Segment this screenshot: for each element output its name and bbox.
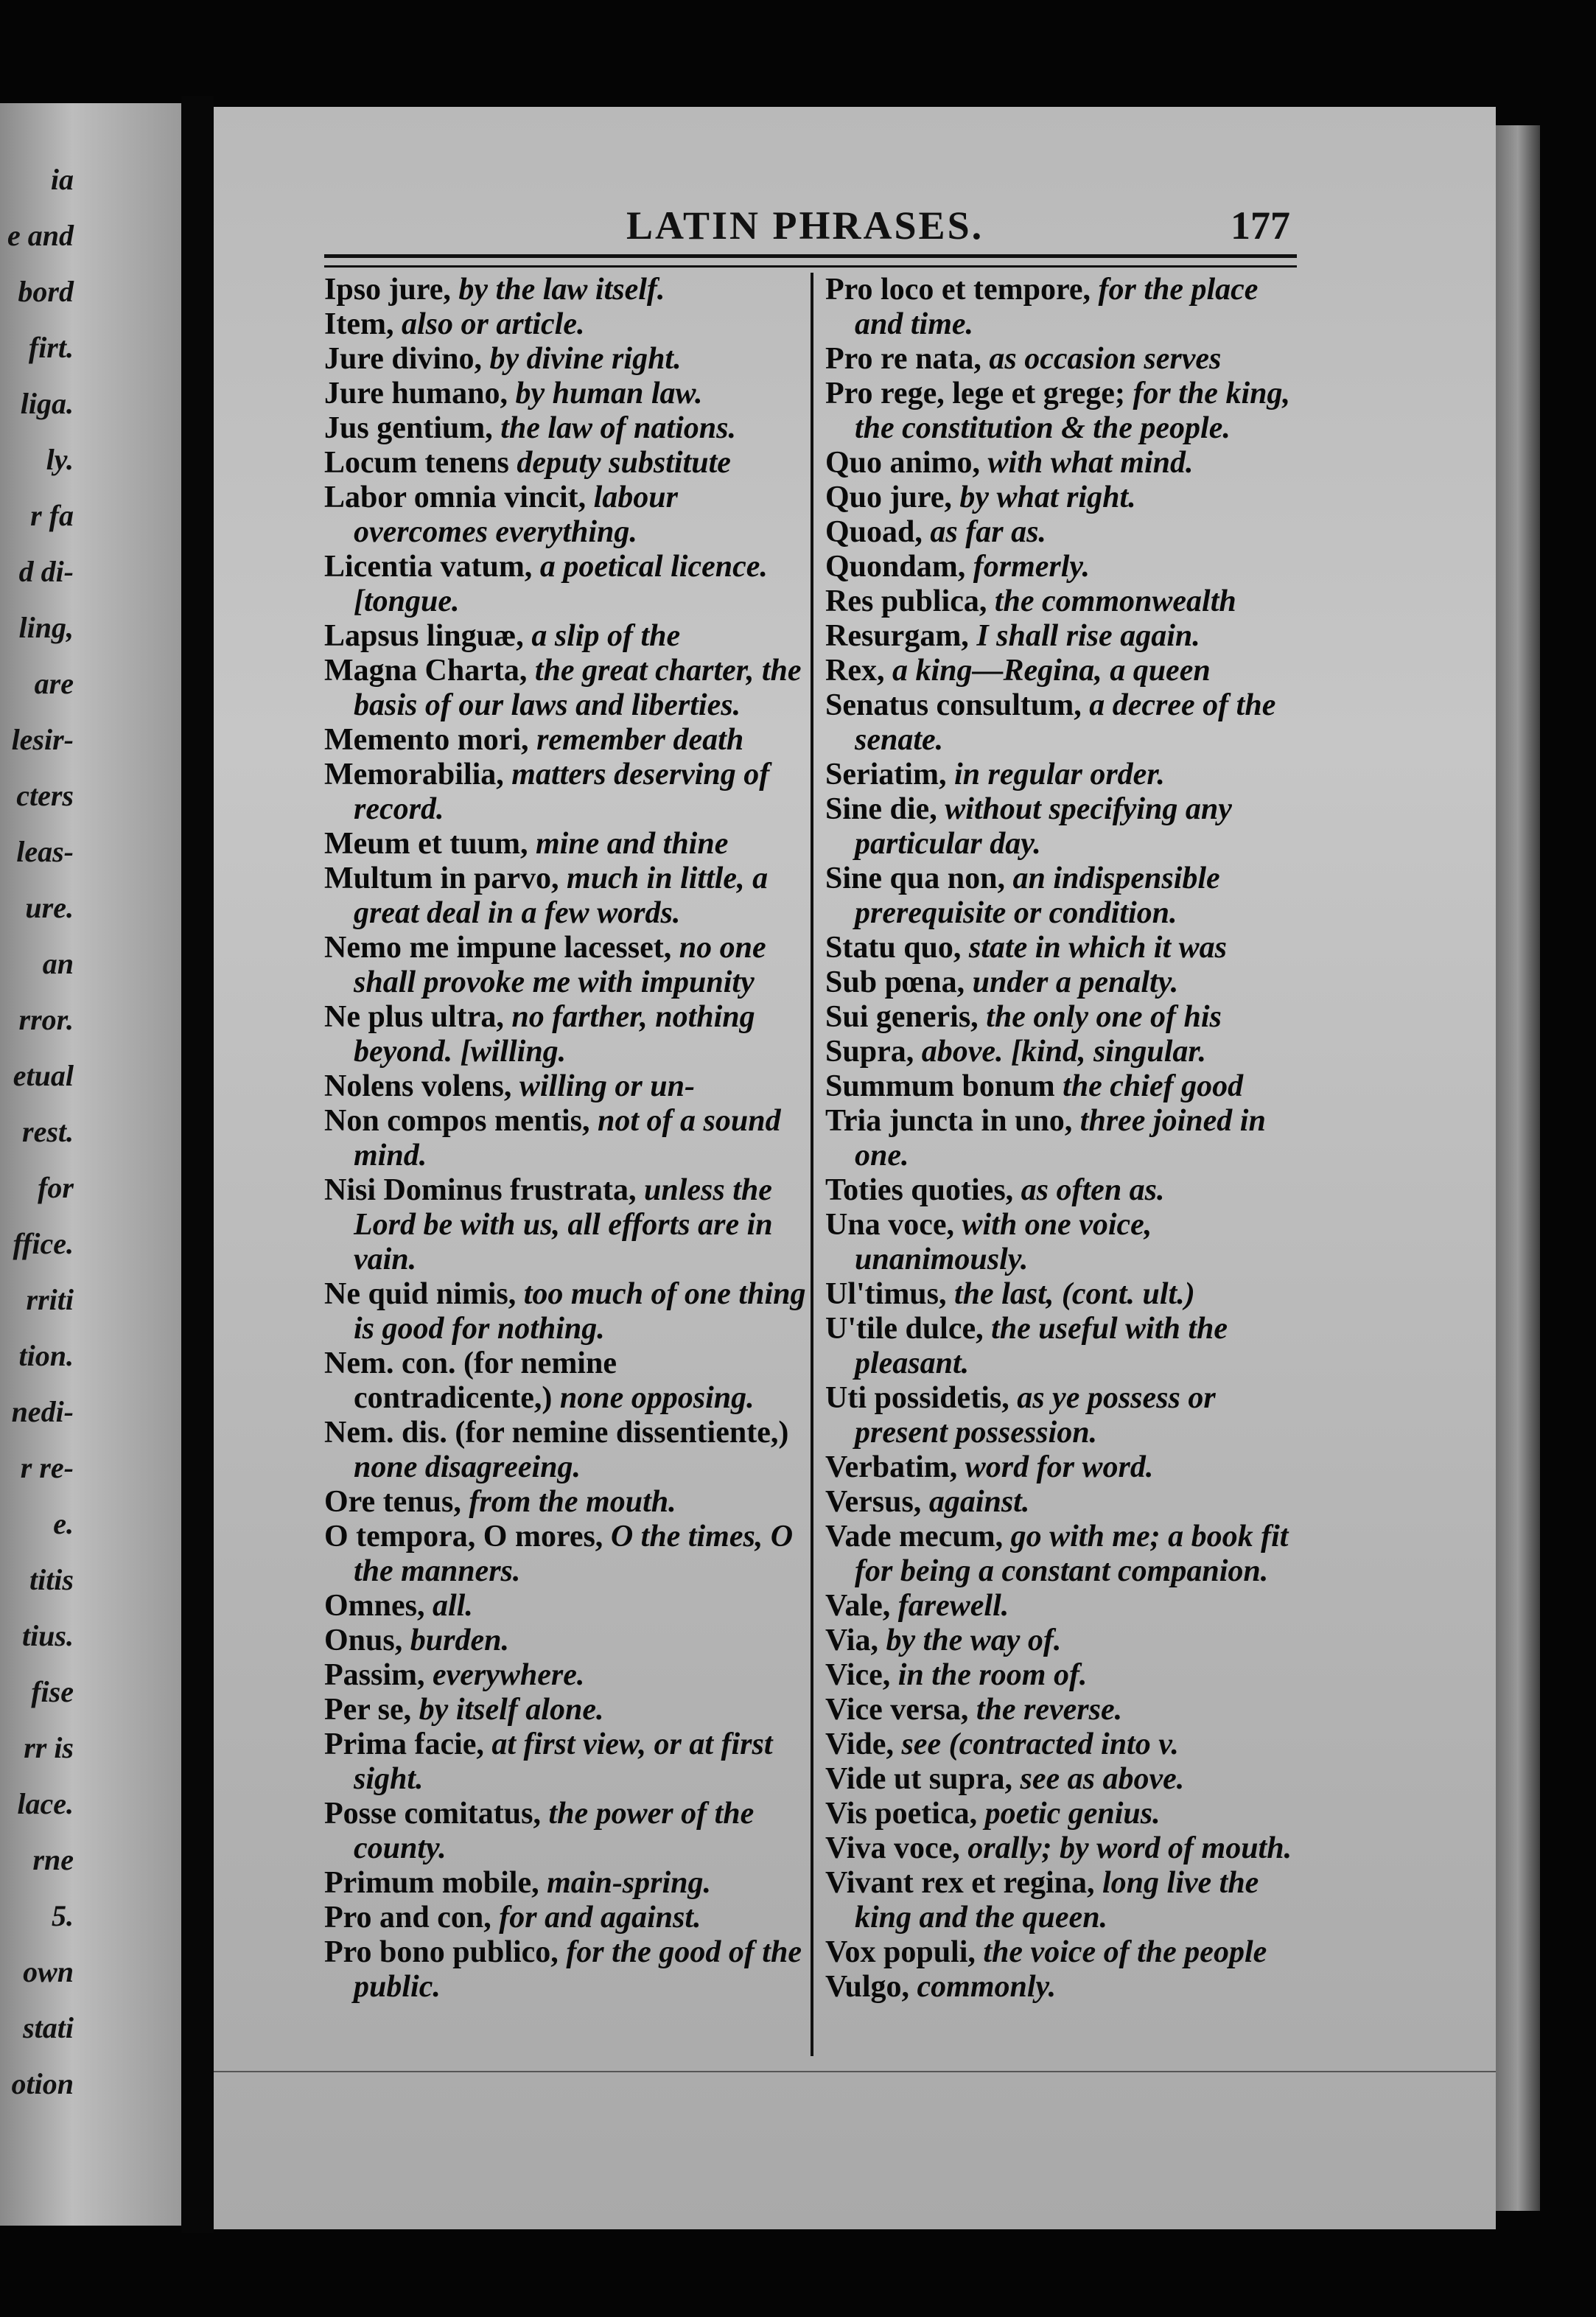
phrase-definition: I shall rise again. xyxy=(976,619,1200,653)
phrase-term: Una voce, xyxy=(825,1208,962,1242)
phrase-entry xyxy=(324,654,811,723)
phrase-term: Vivant rex et regina, xyxy=(825,1866,1102,1900)
margin-fragment: otion xyxy=(11,2067,74,2100)
phrase-entry xyxy=(825,1797,1312,1831)
phrase-term: Omnes, xyxy=(324,1589,433,1623)
phrase-term: Versus, xyxy=(825,1485,929,1519)
phrase-entry xyxy=(324,1000,811,1069)
phrase-definition: the useful with the pleasant. xyxy=(855,1312,1228,1380)
phrase-term: Magna Charta, xyxy=(324,654,535,688)
phrase-entry xyxy=(324,342,811,377)
phrase-term: Sine die, xyxy=(825,792,945,826)
phrase-entry xyxy=(324,1935,811,2005)
phrase-definition: as often as. xyxy=(1021,1173,1165,1207)
phrase-definition: an indispensible prerequisite or condition. xyxy=(855,862,1220,930)
phrase-definition: long live the king and the queen. xyxy=(855,1866,1259,1935)
phrase-definition: commonly. xyxy=(917,1970,1057,2004)
phrase-term: Viva voce, xyxy=(825,1831,968,1865)
phrase-entry xyxy=(825,619,1312,654)
phrase-term: Vide ut supra, xyxy=(825,1762,1021,1796)
margin-fragment: rror. xyxy=(18,1003,74,1036)
phrase-term: Senatus consultum, xyxy=(825,688,1090,722)
phrase-definition: none opposing. xyxy=(559,1381,755,1415)
phrase-definition: the power of the county. xyxy=(354,1797,755,1865)
phrase-term: Per se, xyxy=(324,1693,419,1727)
phrase-term: Pro loco et tempore, xyxy=(825,273,1099,307)
phrase-term: Nisi Dominus frustrata, xyxy=(324,1173,645,1207)
phrase-entry xyxy=(825,688,1312,758)
phrase-entry xyxy=(825,1935,1312,1970)
phrase-entry xyxy=(825,862,1312,931)
phrase-term: Non compos mentis, xyxy=(324,1104,598,1138)
phrase-term: Jus gentium, xyxy=(324,411,501,445)
phrase-entry xyxy=(825,1970,1312,2005)
phrase-definition: no farther, nothing beyond. [willing. xyxy=(354,1000,755,1069)
phrase-definition: see (contracted into v. xyxy=(901,1727,1179,1761)
phrase-entry xyxy=(324,273,811,307)
phrase-definition: a decree of the senate. xyxy=(855,688,1276,757)
margin-fragment: tion. xyxy=(18,1339,74,1372)
phrase-definition: state in which it was xyxy=(968,931,1227,965)
phrase-entry xyxy=(324,619,811,654)
phrase-term: Onus, xyxy=(324,1624,410,1657)
phrase-term: Quo jure, xyxy=(825,480,960,514)
phrase-definition: by the way of. xyxy=(886,1624,1062,1657)
phrase-term: Multum in parvo, xyxy=(324,862,567,895)
phrase-entry xyxy=(324,1485,811,1520)
phrase-entry xyxy=(825,1831,1312,1866)
phrase-term: Rex, xyxy=(825,654,892,688)
phrase-definition: by the law itself. xyxy=(458,273,665,307)
margin-fragment: rr is xyxy=(24,1731,74,1764)
phrase-definition: formerly. xyxy=(973,550,1090,584)
phrase-definition: matters deserving of record. xyxy=(354,758,770,826)
phrase-definition: without specifying any particular day. xyxy=(855,792,1232,861)
margin-fragment: bord xyxy=(18,275,74,308)
phrase-definition: for and against. xyxy=(499,1901,701,1935)
phrase-entry xyxy=(825,1624,1312,1658)
phrase-definition: the reverse. xyxy=(976,1693,1123,1727)
phrase-definition: from the mouth. xyxy=(469,1485,676,1519)
phrase-entry xyxy=(825,1693,1312,1727)
phrase-definition: for the place and time. xyxy=(855,273,1259,341)
page-edge xyxy=(1496,125,1540,2211)
phrase-definition: a poetical licence. [tongue. xyxy=(354,550,768,618)
phrase-term: Ul'timus, xyxy=(825,1277,955,1311)
phrase-term: Resurgam, xyxy=(825,619,977,653)
phrase-definition: all. xyxy=(433,1589,473,1623)
phrase-definition: labour overcomes everything. xyxy=(354,480,678,549)
phrase-term: Nolens volens, xyxy=(324,1069,519,1103)
phrase-definition: no one shall provoke me with impunity xyxy=(354,931,766,999)
phrase-definition: orally; by word of mouth. xyxy=(967,1831,1292,1865)
phrase-term: Locum tenens xyxy=(324,446,517,480)
phrase-definition: also or article. xyxy=(401,307,585,341)
phrase-entry xyxy=(825,550,1312,584)
phrase-entry xyxy=(825,1727,1312,1762)
phrase-definition: for the king, the constitution & the people. xyxy=(855,377,1290,445)
phrase-definition: the chief good xyxy=(1063,1069,1244,1103)
phrase-entry xyxy=(825,273,1312,342)
phrase-entry xyxy=(324,1658,811,1693)
phrase-definition: not of a sound mind. xyxy=(354,1104,781,1173)
phrase-term: Memento mori, xyxy=(324,723,537,757)
margin-fragment: fise xyxy=(31,1675,74,1708)
phrase-definition: as ye possess or present possession. xyxy=(855,1381,1216,1450)
phrase-entry xyxy=(825,1035,1312,1069)
phrase-entry xyxy=(825,1589,1312,1624)
phrase-definition: by divine right. xyxy=(489,342,682,376)
phrase-definition: see as above. xyxy=(1020,1762,1185,1796)
phrase-definition: farewell. xyxy=(897,1589,1009,1623)
phrase-entry xyxy=(825,758,1312,792)
margin-fragment: nedi- xyxy=(11,1395,74,1428)
phrase-entry xyxy=(324,411,811,446)
phrase-entry xyxy=(825,515,1312,550)
phrase-term: Quondam, xyxy=(825,550,973,584)
phrase-entry xyxy=(825,1277,1312,1312)
phrase-term: Sub pœna, xyxy=(825,965,973,999)
margin-fragment: ure. xyxy=(25,891,74,924)
phrase-term: Ne plus ultra, xyxy=(324,1000,512,1034)
right-column xyxy=(825,273,1312,2005)
phrase-entry xyxy=(324,1797,811,1866)
phrase-entry xyxy=(825,1866,1312,1935)
margin-fragment: ia xyxy=(50,163,74,196)
phrase-term: Toties quoties, xyxy=(825,1173,1021,1207)
phrase-definition: deputy substitute xyxy=(517,446,731,480)
phrase-term: Sui generis, xyxy=(825,1000,987,1034)
margin-fragment: own xyxy=(23,1955,74,1988)
phrase-entry xyxy=(324,1346,811,1416)
phrase-term: Supra, xyxy=(825,1035,922,1069)
phrase-entry xyxy=(825,654,1312,688)
margin-fragment: titis xyxy=(29,1563,74,1596)
column-divider xyxy=(811,273,813,2056)
phrase-definition: by itself alone. xyxy=(419,1693,604,1727)
phrase-term: Primum mobile, xyxy=(324,1866,547,1900)
phrase-entry xyxy=(324,377,811,411)
bottom-rule xyxy=(214,2071,1496,2072)
phrase-entry xyxy=(324,931,811,1000)
phrase-entry xyxy=(825,965,1312,1000)
phrase-definition: mine and thine xyxy=(535,827,729,861)
margin-fragment: rriti xyxy=(26,1283,74,1316)
phrase-definition: with what mind. xyxy=(987,446,1194,480)
phrase-definition: against. xyxy=(928,1485,1030,1519)
phrase-entry xyxy=(825,792,1312,862)
phrase-entry xyxy=(825,1000,1312,1035)
phrase-definition: poetic genius. xyxy=(984,1797,1161,1831)
phrase-entry xyxy=(324,758,811,827)
phrase-entry xyxy=(825,377,1312,446)
phrase-definition: a slip of the xyxy=(531,619,681,653)
phrase-term: Vice, xyxy=(825,1658,898,1692)
phrase-entry xyxy=(324,1901,811,1935)
margin-fragment: ffice. xyxy=(13,1227,74,1260)
phrase-definition: in regular order. xyxy=(953,758,1165,791)
phrase-term: Pro re nata, xyxy=(825,342,990,376)
phrase-entry xyxy=(825,342,1312,377)
phrase-term: Ore tenus, xyxy=(324,1485,469,1519)
phrase-definition: O the times, O the manners. xyxy=(354,1520,794,1588)
phrase-entry xyxy=(324,1589,811,1624)
phrase-definition: the voice of the people xyxy=(983,1935,1267,1969)
phrase-definition: too much of one thing is good for nothing. xyxy=(354,1277,806,1346)
margin-fragment: lesir- xyxy=(11,723,74,756)
phrase-term: Tria juncta in uno, xyxy=(825,1104,1080,1138)
phrase-definition: under a penalty. xyxy=(972,965,1179,999)
phrase-entry xyxy=(324,307,811,342)
phrase-definition: word for word. xyxy=(965,1450,1154,1484)
margin-fragment: lace. xyxy=(17,1787,74,1820)
phrase-term: Labor omnia vincit, xyxy=(324,480,594,514)
phrase-definition: three joined in one. xyxy=(855,1104,1266,1173)
margin-fragment: are xyxy=(34,667,74,700)
phrase-term: Lapsus linguæ, xyxy=(324,619,532,653)
phrase-entry xyxy=(825,584,1312,619)
phrase-term: Quo animo, xyxy=(825,446,988,480)
page-header xyxy=(214,203,1496,254)
margin-fragment: cters xyxy=(16,779,74,812)
phrase-term: Vale, xyxy=(825,1589,898,1623)
phrase-definition: the only one of his xyxy=(986,1000,1222,1034)
phrase-definition: at first view, or at first sight. xyxy=(354,1727,773,1796)
phrase-definition: as occasion serves xyxy=(989,342,1222,376)
phrase-definition: much in little, a great deal in a few words. xyxy=(354,862,769,930)
margin-fragment: ling, xyxy=(18,611,74,644)
phrase-term: Jure humano, xyxy=(324,377,516,410)
phrase-definition: burden. xyxy=(410,1624,509,1657)
margin-fragment: e. xyxy=(53,1507,74,1540)
phrase-entry xyxy=(825,931,1312,965)
phrase-term: Vice versa, xyxy=(825,1693,976,1727)
phrase-term: Pro bono publico, xyxy=(324,1935,567,1969)
phrase-term: Posse comitatus, xyxy=(324,1797,549,1831)
margin-fragment: leas- xyxy=(16,835,74,868)
margin-fragment: for xyxy=(38,1171,74,1204)
phrase-term: Item, xyxy=(324,307,402,341)
header-rule xyxy=(324,254,1297,268)
phrase-term: U'tile dulce, xyxy=(825,1312,992,1346)
phrase-term: Jure divino, xyxy=(324,342,490,376)
phrase-definition: none disagreeing. xyxy=(354,1450,581,1484)
phrase-term: Uti possidetis, xyxy=(825,1381,1018,1415)
phrase-term: Sine qua non, xyxy=(825,862,1013,895)
phrase-definition: the law of nations. xyxy=(500,411,736,445)
margin-fragment: r fa xyxy=(30,499,74,532)
margin-fragment: rest. xyxy=(22,1115,74,1148)
phrase-entry xyxy=(825,1485,1312,1520)
margin-fragment: 5. xyxy=(52,1899,74,1932)
phrase-entry xyxy=(324,827,811,862)
margin-fragment: e and xyxy=(7,219,74,252)
phrase-definition: with one voice, unanimously. xyxy=(855,1208,1152,1276)
phrase-term: Quoad, xyxy=(825,515,931,549)
margin-fragment: firt. xyxy=(28,331,74,364)
phrase-entry xyxy=(825,1312,1312,1381)
phrase-definition: by what right. xyxy=(959,480,1136,514)
phrase-entry xyxy=(324,1277,811,1346)
phrase-entry xyxy=(825,1450,1312,1485)
phrase-definition: the commonwealth xyxy=(994,584,1236,618)
phrase-term: Verbatim, xyxy=(825,1450,965,1484)
phrase-entry xyxy=(324,446,811,480)
phrase-term: Vis poetica, xyxy=(825,1797,985,1831)
phrase-entry xyxy=(825,480,1312,515)
margin-fragment: d di- xyxy=(18,555,74,588)
margin-fragment: an xyxy=(42,947,74,980)
phrase-entry xyxy=(324,1173,811,1277)
phrase-term: Statu quo, xyxy=(825,931,969,965)
phrase-entry xyxy=(324,723,811,758)
phrase-entry xyxy=(825,1069,1312,1104)
phrase-term: Meum et tuum, xyxy=(324,827,536,861)
phrase-definition: above. [kind, singular. xyxy=(921,1035,1206,1069)
phrase-definition: a king—Regina, a queen xyxy=(892,654,1211,688)
phrase-entry xyxy=(324,862,811,931)
phrase-entry xyxy=(324,1727,811,1797)
phrase-entry xyxy=(825,1381,1312,1450)
phrase-term: Ne quid nimis, xyxy=(324,1277,524,1311)
phrase-definition: the last, (cont. ult.) xyxy=(954,1277,1195,1311)
phrase-term: Vox populi, xyxy=(825,1935,984,1969)
running-title: LATIN PHRASES. xyxy=(626,203,984,248)
phrase-entry xyxy=(825,1520,1312,1589)
phrase-term: Nem. con. (for nemine contradicente,) xyxy=(324,1346,617,1415)
book-gutter xyxy=(181,96,214,2233)
phrase-entry xyxy=(825,1208,1312,1277)
phrase-entry xyxy=(324,480,811,550)
phrase-term: Via, xyxy=(825,1624,886,1657)
margin-fragment: rne xyxy=(32,1843,74,1876)
phrase-term: Vulgo, xyxy=(825,1970,917,2004)
phrase-entry xyxy=(825,1173,1312,1208)
margin-fragment: stati xyxy=(23,2011,74,2044)
phrase-definition: unless the Lord be with us, all efforts are in vain. xyxy=(354,1173,773,1276)
phrase-definition: for the good of the public. xyxy=(354,1935,802,2004)
phrase-term: Nemo me impune lacesset, xyxy=(324,931,679,965)
phrase-term: Prima facie, xyxy=(324,1727,492,1761)
phrase-term: Pro and con, xyxy=(324,1901,500,1935)
phrase-entry xyxy=(825,1104,1312,1173)
phrase-definition: everywhere. xyxy=(433,1658,585,1692)
phrase-definition: go with me; a book fit for being a constant companion. xyxy=(855,1520,1289,1588)
phrase-term: Ipso jure, xyxy=(324,273,459,307)
phrase-entry xyxy=(825,1658,1312,1693)
phrase-entry xyxy=(324,1693,811,1727)
margin-fragment: tius. xyxy=(21,1619,74,1652)
margin-fragment: ly. xyxy=(46,443,74,476)
phrase-term: Licentia vatum, xyxy=(324,550,540,584)
phrase-term: Nem. dis. (for nemine dissentiente,) xyxy=(324,1416,789,1450)
phrase-entry xyxy=(324,1416,811,1485)
phrase-definition: in the room of. xyxy=(897,1658,1088,1692)
adjacent-page-fragment xyxy=(0,103,181,2226)
phrase-term: Res publica, xyxy=(825,584,995,618)
phrase-definition: remember death xyxy=(536,723,744,757)
phrase-term: Seriatim, xyxy=(825,758,954,791)
page-number: 177 xyxy=(1231,203,1290,248)
phrase-definition: willing or un- xyxy=(519,1069,695,1103)
phrase-entry xyxy=(324,550,811,619)
phrase-term: O tempora, O mores, xyxy=(324,1520,611,1554)
phrase-term: Summum bonum xyxy=(825,1069,1063,1103)
phrase-entry xyxy=(825,1762,1312,1797)
phrase-entry xyxy=(324,1624,811,1658)
margin-fragment: r re- xyxy=(20,1451,74,1484)
phrase-term: Vade mecum, xyxy=(825,1520,1011,1554)
phrase-definition: the great charter, the basis of our laws and liberties. xyxy=(354,654,802,722)
margin-fragment: etual xyxy=(13,1059,74,1092)
phrase-entry xyxy=(825,446,1312,480)
phrase-entry xyxy=(324,1520,811,1589)
margin-fragment: liga. xyxy=(20,387,74,420)
phrase-entry xyxy=(324,1866,811,1901)
phrase-term: Memorabilia, xyxy=(324,758,512,791)
phrase-term: Passim, xyxy=(324,1658,433,1692)
left-column xyxy=(324,273,811,2005)
phrase-definition: by human law. xyxy=(515,377,703,410)
phrase-entry xyxy=(324,1104,811,1173)
phrase-term: Pro rege, lege et grege; xyxy=(825,377,1133,410)
phrase-definition: main-spring. xyxy=(547,1866,712,1900)
book-page xyxy=(214,107,1496,2229)
phrase-entry xyxy=(324,1069,811,1104)
phrase-term: Vide, xyxy=(825,1727,902,1761)
phrase-definition: as far as. xyxy=(930,515,1046,549)
